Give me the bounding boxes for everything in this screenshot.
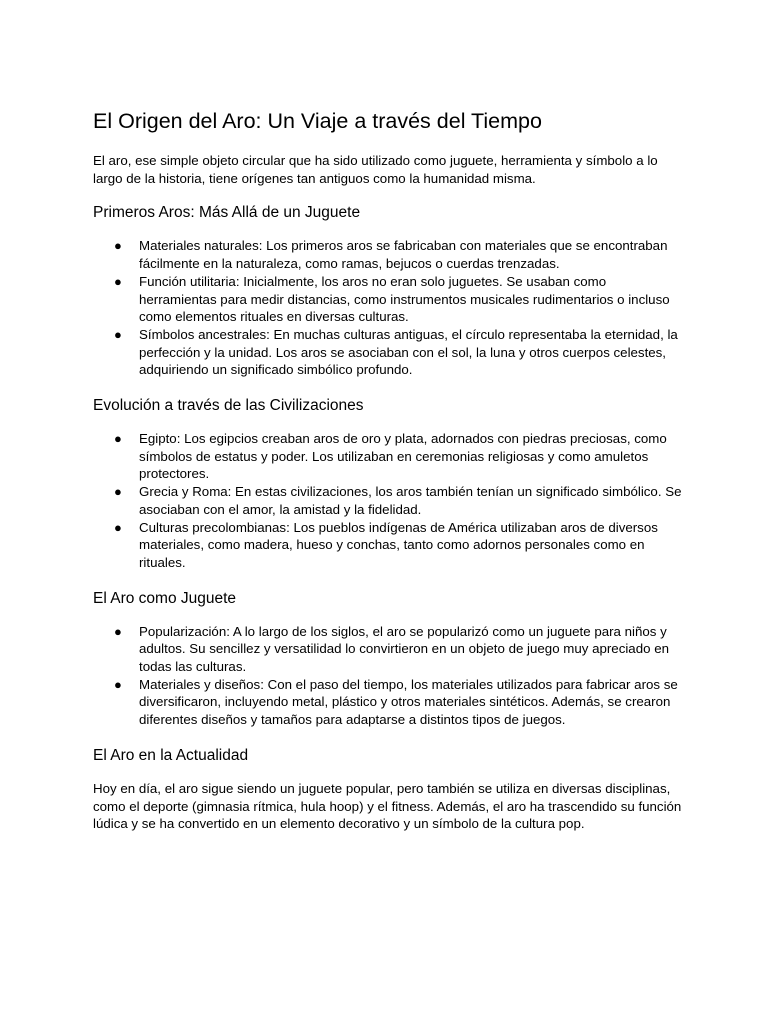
- list-item-text: Materiales naturales: Los primeros aros se fabricaban con materiales que se encontraban fácilmente en la naturaleza, como ramas, bejucos o cuerdas trenzadas.: [139, 238, 668, 272]
- list-item: [93, 237, 683, 272]
- list-item: [93, 519, 683, 572]
- list-item-text: Egipto: Los egipcios creaban aros de oro y plata, adornados con piedras preciosas, como símbolos de estatus y poder. Los utilizaban en ceremonias religiosas y como amuletos protectores.: [139, 431, 667, 482]
- list-item: [93, 676, 683, 729]
- bullet-icon: ●: [114, 273, 122, 289]
- list-item-text: Culturas precolombianas: Los pueblos indígenas de América utilizaban aros de diversos materiales, como madera, hueso y conchas, tanto como adornos personales como en rituales.: [139, 519, 658, 570]
- list-item-text: Materiales y diseños: Con el paso del tiempo, los materiales utilizados para fabricar aros se diversificaron, incluyendo metal, plástico y otros materiales sintéticos. Además, se crearon diferentes diseños y tamaños para adaptarse a distintos tipos de juegos.: [139, 676, 678, 728]
- bullet-icon: ●: [114, 431, 122, 447]
- bullet-icon: ●: [114, 326, 122, 342]
- document-title: El Origen del Aro: Un Viaje a través del Tiempo: [93, 109, 542, 133]
- list-item: [93, 430, 683, 483]
- bullet-icon: ●: [114, 519, 122, 535]
- section-heading-actualidad: El Aro en la Actualidad: [93, 746, 249, 764]
- list-aro-juguete: [93, 623, 683, 729]
- list-primeros-aros: [93, 237, 683, 379]
- list-item-text: Popularización: A lo largo de los siglos, el aro se popularizó como un juguete para niños y adultos. Su sencillez y versatilidad lo convirtieron en un objeto de juego muy apreciado en todas las culturas.: [139, 623, 669, 675]
- bullet-icon: ●: [114, 484, 122, 500]
- list-evolucion: [93, 430, 683, 572]
- intro-paragraph: El aro, ese simple objeto circular que ha sido utilizado como juguete, herramienta y símbolo a lo largo de la historia, tiene orígenes tan antiguos como la humanidad misma.: [93, 153, 658, 186]
- bullet-icon: ●: [114, 623, 122, 639]
- section-heading-aro-juguete: El Aro como Juguete: [93, 589, 237, 607]
- bullet-icon: ●: [114, 676, 122, 692]
- list-item: [93, 273, 683, 326]
- bullet-icon: ●: [114, 238, 122, 254]
- document-page: [93, 106, 683, 849]
- section-heading-primeros-aros: Primeros Aros: Más Allá de un Juguete: [93, 204, 361, 222]
- list-item: [93, 326, 683, 379]
- list-item-text: Función utilitaria: Inicialmente, los aros no eran solo juguetes. Se usaban como herramientas para medir distancias, como instrumentos musicales rudimentarios o incluso como elementos rituales en diversas culturas.: [139, 273, 670, 325]
- list-item-text: Símbolos ancestrales: En muchas culturas antiguas, el círculo representaba la eternidad, la perfección y la unidad. Los aros se asociaban con el sol, la luna y otros cuerpos celestes, adquiriendo un significado simbólico profundo.: [139, 326, 678, 378]
- actualidad-paragraph: Hoy en día, el aro sigue siendo un juguete popular, pero también se utiliza en diversas disciplinas, como el deporte (gimnasia rítmica, hula hoop) y el fitness. Además, el aro ha trascendido su función lúdica y se ha convertido en un elemento decorativo y un símbolo de la cultura pop.: [93, 780, 682, 832]
- list-item-text: Grecia y Roma: En estas civilizaciones, los aros también tenían un significado simbólico. Se asociaban con el amor, la amistad y la fidelidad.: [139, 484, 682, 517]
- section-heading-evolucion: Evolución a través de las Civilizaciones: [93, 397, 364, 415]
- list-item: [93, 483, 683, 518]
- list-item: [93, 623, 683, 676]
